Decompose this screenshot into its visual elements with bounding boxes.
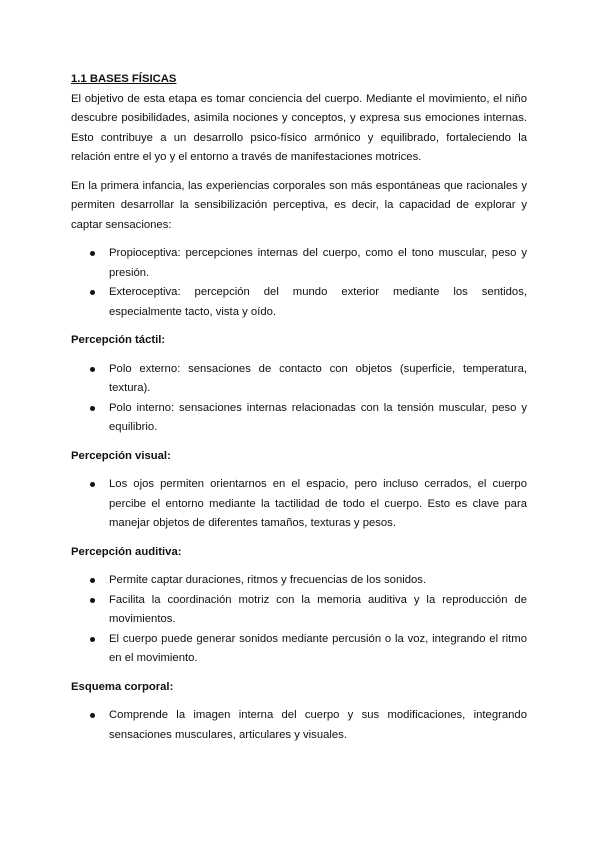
list-item: Permite captar duraciones, ritmos y frecuencias de los sonidos. (71, 571, 527, 591)
bullet-icon (90, 367, 95, 372)
bullet-icon (90, 290, 95, 295)
heading-auditory: Percepción auditiva: (71, 545, 182, 558)
list-item: Polo externo: sensaciones de contacto con objetos (superficie, temperatura, textura). (71, 360, 527, 399)
list-item: Los ojos permiten orientarnos en el espacio, pero incluso cerrados, el cuerpo percibe el entorno mediante la tactilidad de todo el cuerpo. Esto es clave para manejar objetos de diferentes tamaños, texturas y pesos. (71, 475, 527, 534)
list-item: Propioceptiva: percepciones internas del cuerpo, como el tono muscular, peso y presión. (71, 244, 527, 283)
bullet-icon (90, 598, 95, 603)
bullet-icon (90, 713, 95, 718)
heading-body-schema: Esquema corporal: (71, 680, 174, 693)
tactile-list (71, 360, 527, 438)
list-item: Comprende la imagen interna del cuerpo y sus modificaciones, integrando sensaciones musculares, articulares y visuales. (71, 706, 527, 745)
list-item: Polo interno: sensaciones internas relacionadas con la tensión muscular, peso y equilibrio. (71, 399, 527, 438)
document-body (71, 70, 527, 745)
heading-visual: Percepción visual: (71, 449, 171, 462)
bullet-icon (90, 251, 95, 256)
body-schema-list (71, 706, 527, 745)
auditory-list (71, 571, 527, 669)
bullet-icon (90, 406, 95, 411)
list-item: Exteroceptiva: percepción del mundo exterior mediante los sentidos, especialmente tacto, vista y oído. (71, 283, 527, 322)
section-title: 1.1 BASES FÍSICAS (71, 73, 177, 85)
list-item: El cuerpo puede generar sonidos mediante percusión o la voz, integrando el ritmo en el movimiento. (71, 630, 527, 669)
perception-type-list (71, 244, 527, 322)
bullet-icon (90, 482, 95, 487)
list-item: Facilita la coordinación motriz con la memoria auditiva y la reproducción de movimientos. (71, 591, 527, 630)
bullet-icon (90, 578, 95, 583)
bullet-icon (90, 637, 95, 642)
intro-paragraph: El objetivo de esta etapa es tomar conciencia del cuerpo. Mediante el movimiento, el niño descubre posibilidades, asimila nociones y conceptos, y expresa sus emociones internas. Esto contribuye a un desarrollo psico-físico armónico y equilibrado, fortaleciendo la relación entre el yo y el entorno a través de manifestaciones motrices. (71, 92, 527, 163)
heading-tactile: Percepción táctil: (71, 334, 166, 346)
visual-list (71, 475, 527, 534)
senses-paragraph: En la primera infancia, las experiencias corporales son más espontáneas que racionales y permiten desarrollar la sensibilización perceptiva, es decir, la capacidad de explorar y captar sensaciones: (71, 179, 527, 231)
